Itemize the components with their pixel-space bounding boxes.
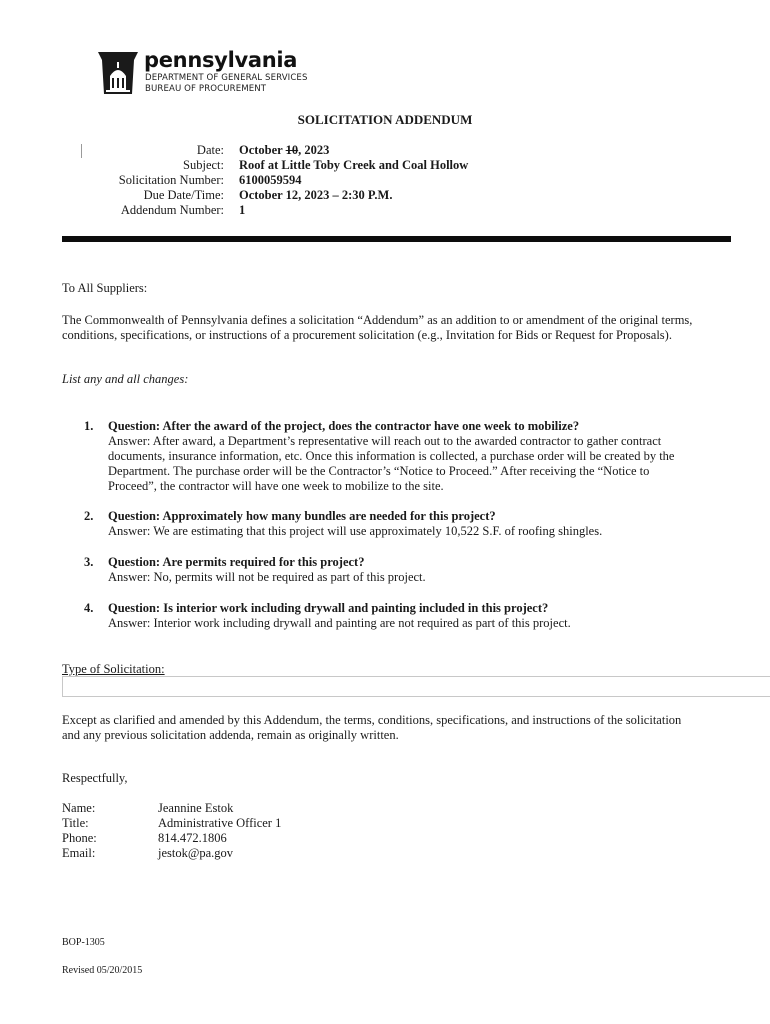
name-row <box>62 801 281 816</box>
changes-header: List any and all changes: <box>62 372 189 386</box>
sign-off: Respectfully, <box>62 771 128 785</box>
question-number: 4. <box>84 601 94 615</box>
keystone-capitol-icon <box>96 50 140 96</box>
addendum-number-label: Addendum Number: <box>120 203 224 217</box>
bureau-name: BUREAU OF PROCUREMENT <box>145 84 267 94</box>
answer-text: Answer: Interior work including drywall and painting are not required as part of this project. <box>108 616 571 630</box>
title-label: Title: <box>62 816 89 830</box>
solicitation-type-field[interactable] <box>62 676 770 697</box>
due-date-value: October 12, 2023 – 2:30 P.M. <box>239 188 393 202</box>
email-label: Email: <box>62 846 96 860</box>
signature-block <box>62 801 281 861</box>
solicitation-type-label: Type of Solicitation: <box>62 662 165 676</box>
email-value: jestok@pa.gov <box>158 846 234 860</box>
agency-name: pennsylvania <box>144 48 298 72</box>
addendum-details <box>100 143 468 218</box>
solicitation-number-label: Solicitation Number: <box>118 173 224 187</box>
addendum-number-row <box>100 203 468 218</box>
revision-date: Revised 05/20/2015 <box>62 965 143 976</box>
intro-paragraph: The Commonwealth of Pennsylvania defines a solicitation “Addendum” as an addition to or amendment of the original terms, conditions, specifications, or instructions of a procurement solicitation (e.g., Invitation for Bids or Request for Proposals). <box>62 313 693 342</box>
email-row <box>62 846 281 861</box>
question-text: Question: Is interior work including drywall and painting included in this project? <box>108 601 549 615</box>
phone-label: Phone: <box>62 831 97 845</box>
question-text: Question: Approximately how many bundles are needed for this project? <box>108 509 496 523</box>
subject-label: Subject: <box>183 158 224 172</box>
due-date-row <box>100 188 468 203</box>
name-label: Name: <box>62 801 96 815</box>
phone-row <box>62 831 281 846</box>
date-row <box>100 143 468 158</box>
question-number: 3. <box>84 555 94 569</box>
field-marker <box>81 144 82 158</box>
addendum-number-value: 1 <box>239 203 246 217</box>
date-struck-day: 10 <box>285 143 299 157</box>
answer-text: Answer: We are estimating that this project will use approximately 10,522 S.F. of roofing shingles. <box>108 524 603 538</box>
phone-value: 814.472.1806 <box>158 831 227 845</box>
name-value: Jeannine Estok <box>158 801 234 815</box>
pa-logo <box>96 50 326 98</box>
section-divider <box>62 236 731 242</box>
subject-row <box>100 158 468 173</box>
form-id: BOP-1305 <box>62 937 105 948</box>
closing-paragraph: Except as clarified and amended by this Addendum, the terms, conditions, specifications, and instructions of the solicitation and any previous solicitation addenda, remain as originally written. <box>62 713 682 742</box>
date-label: Date: <box>196 143 224 157</box>
question-number: 2. <box>84 509 94 523</box>
page-title: SOLICITATION ADDENDUM <box>297 112 473 127</box>
question-text: Question: After the award of the project, does the contractor have one week to mobilize? <box>108 419 580 433</box>
due-date-label: Due Date/Time: <box>143 188 224 202</box>
answer-text: Answer: No, permits will not be required as part of this project. <box>108 570 426 584</box>
question-number: 1. <box>84 419 94 433</box>
question-text: Question: Are permits required for this project? <box>108 555 365 569</box>
answer-text: Answer: After award, a Department’s representative will reach out to the awarded contractor to gather contract documents, insurance information, etc. Once this information is collected, a purchase order will be created by the Department. The purchase order will be the Contractor’s “Notice to Proceed.” After receiving the “Notice to Proceed”, the contractor will have one week to mobilize to the site. <box>108 434 675 493</box>
solicitation-number-value: 6100059594 <box>239 173 302 187</box>
solicitation-number-row <box>100 173 468 188</box>
subject-value: Roof at Little Toby Creek and Coal Hollow <box>239 158 469 172</box>
title-row <box>62 816 281 831</box>
title-value: Administrative Officer 1 <box>158 816 282 830</box>
department-name: DEPARTMENT OF GENERAL SERVICES <box>145 73 308 83</box>
date-value: October 10, 2023 <box>239 143 330 157</box>
greeting: To All Suppliers: <box>62 281 148 295</box>
